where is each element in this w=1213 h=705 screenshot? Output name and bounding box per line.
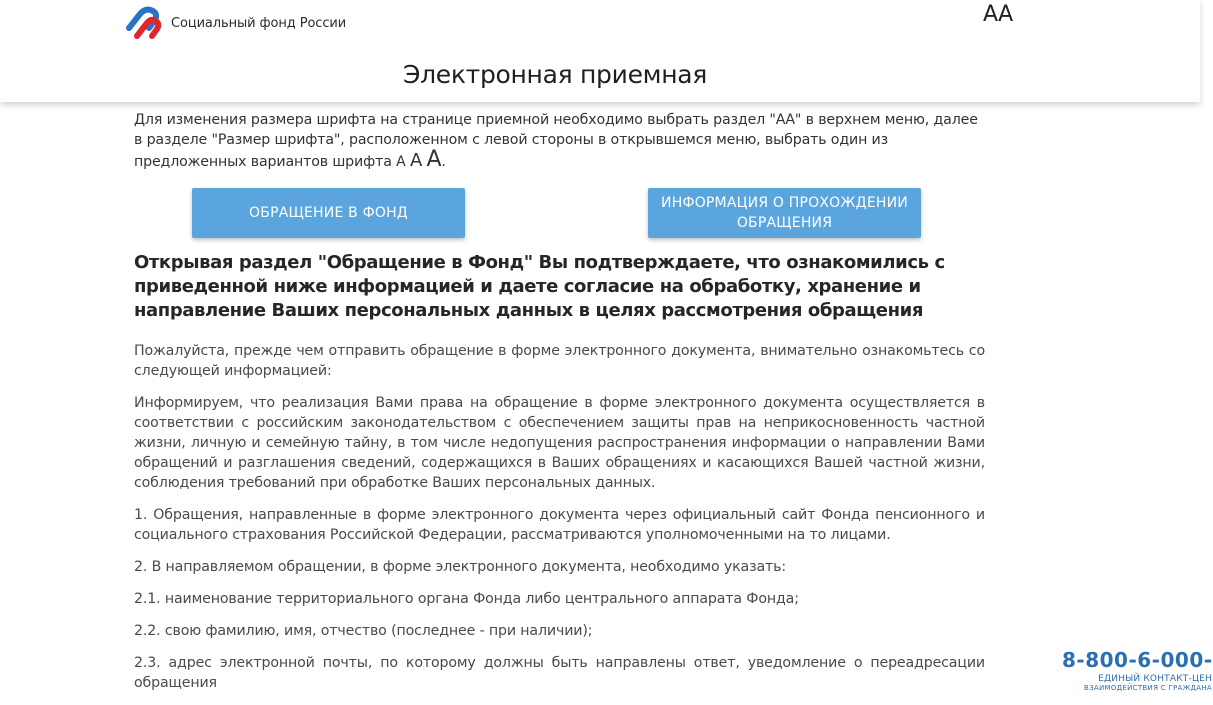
logo[interactable]	[125, 6, 346, 40]
hotline-widget[interactable]	[1062, 648, 1212, 692]
info-text	[134, 341, 985, 705]
consent-heading: Открывая раздел "Обращение в Фонд" Вы подтверждаете, что ознакомились с приведенной ниже информацией и даете согласие на обработку, хранение и направление Ваших персональных данных в целях рассмотрения обращения	[134, 252, 945, 321]
paragraph-intro: Пожалуйста, прежде чем отправить обращение в форме электронного документа, внимательно ознакомьтесь со следующей информацией:	[134, 343, 985, 379]
font-size-hint	[134, 110, 985, 172]
paragraph-item-2-2: 2.2. свою фамилию, имя, отчество (последнее - при наличии);	[134, 623, 593, 639]
logo-text: Социальный фонд России	[171, 15, 347, 31]
hotline-label: ЕДИНЫЙ КОНТАКТ-ЦЕН	[1098, 674, 1212, 684]
hotline-sublabel: ВЗАИМОДЕЙСТВИЯ С ГРАЖДАНА	[1083, 684, 1212, 692]
paragraph-item-2: 2. В направляемом обращении, в форме электронного документа, необходимо указать:	[134, 559, 786, 575]
sfr-logo-icon	[125, 6, 165, 40]
page-title: Электронная приемная	[402, 60, 708, 89]
font-size-medium-option[interactable]: А	[409, 150, 423, 171]
main-content	[134, 110, 985, 691]
paragraph-item-1: 1. Обращения, направленные в форме электронного документа через официальный сайт Фонда пенсионного и социального страхования Российской Федерации, рассматриваются уполномоченными на то лицами.	[134, 507, 985, 543]
action-buttons	[134, 188, 985, 238]
paragraph-privacy: Информируем, что реализация Вами права на обращение в форме электронного документа осуществляется в соответствии с российским законодательством с обеспечением защиты прав на неприкосновенность частной жизни, личную и семейную тайну, в том числе недопущения распространения информации о направлении Вами обращений и разглашения сведений, содержащихся в Ваших обращениях и касающихся Вашей частной жизни, соблюдения требований при обработке Ваших персональных данных.	[134, 395, 985, 491]
font-size-large-option[interactable]: А	[426, 147, 442, 172]
appeal-to-fund-button[interactable]: ОБРАЩЕНИЕ В ФОНД	[192, 188, 465, 238]
font-size-button[interactable]: AA	[983, 2, 1013, 27]
font-size-hint-text: Для изменения размера шрифта на странице приемной необходимо выбрать раздел "АА" в верхнем меню, далее в разделе "Размер шрифта", расположенном с левой стороны в открывшемся меню, выбрать один из предложенных вариантов шрифта	[134, 112, 978, 170]
font-size-hint-end: .	[441, 154, 446, 170]
header	[0, 0, 1200, 102]
paragraph-item-2-3: 2.3. адрес электронной почты, по которому должны быть направлены ответ, уведомление о переадресации обращения	[134, 655, 985, 691]
font-size-small-option[interactable]: А	[396, 154, 406, 170]
paragraph-item-2-1: 2.1. наименование территориального органа Фонда либо центрального аппарата Фонда;	[134, 591, 799, 607]
hotline-number[interactable]: 8-800-6-000-	[1062, 648, 1213, 672]
appeal-status-button[interactable]: ИНФОРМАЦИЯ О ПРОХОЖДЕНИИ ОБРАЩЕНИЯ	[648, 188, 921, 238]
